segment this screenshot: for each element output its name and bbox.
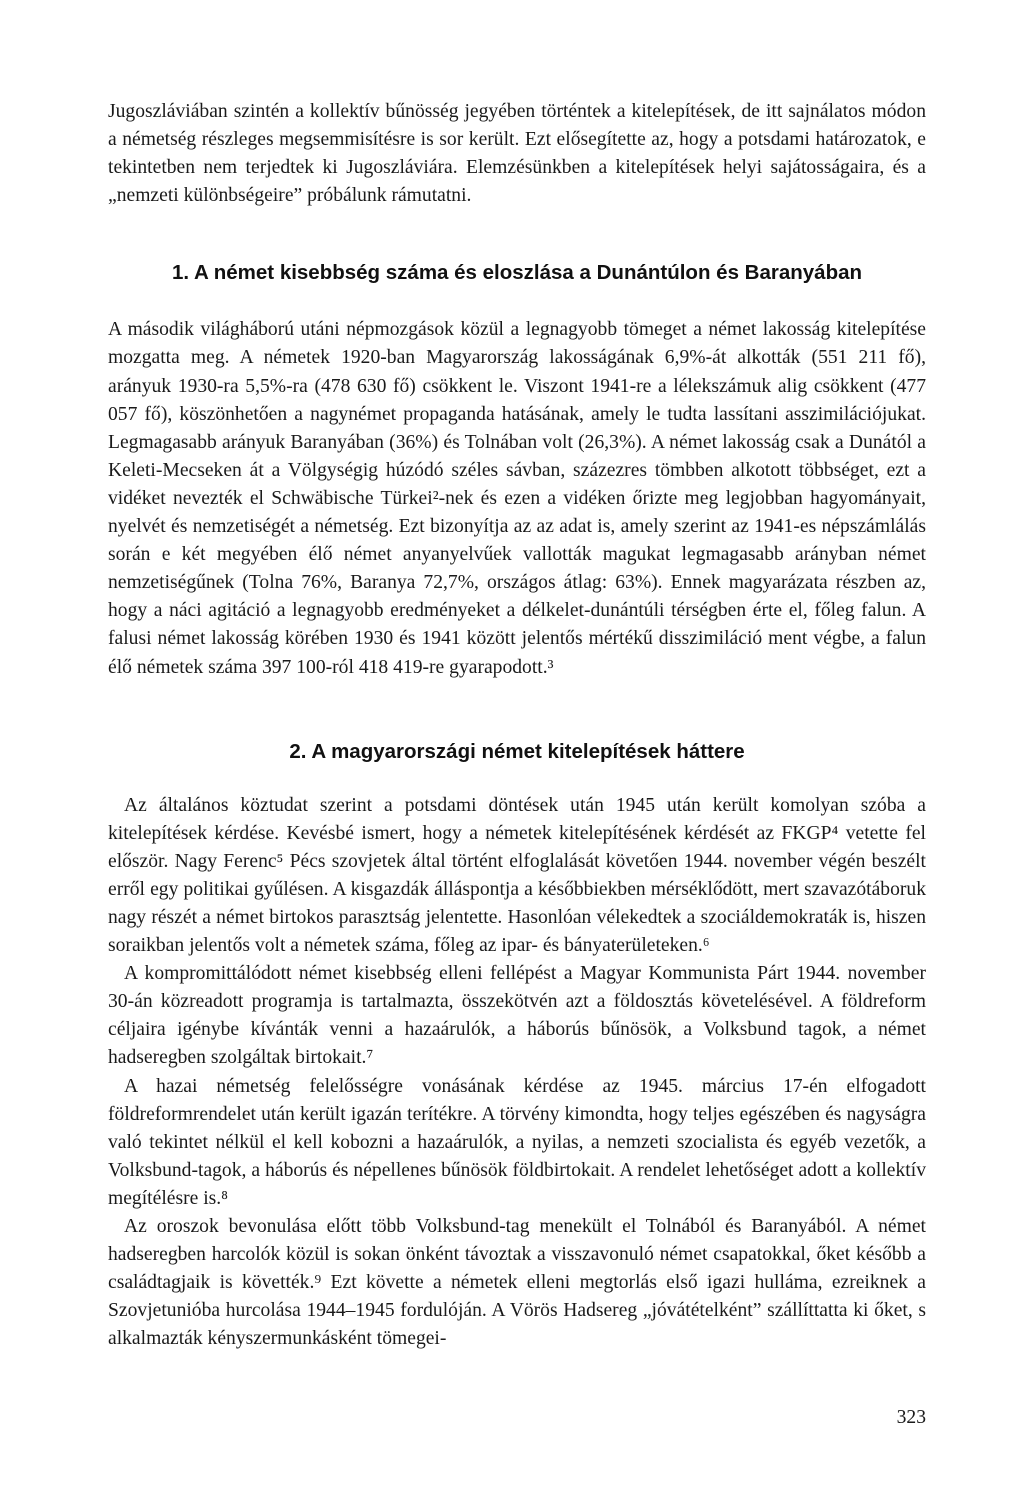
- page-number: 323: [896, 1407, 926, 1428]
- section-2-paragraph-4: Az oroszok bevonulása előtt több Volksbund-tag menekült el Tolnából és Baranyából. A német hadseregben harcolók közül is sokan önként távoztak a visszavonuló német csapatokkal, őket később a családtagjaik is követték.⁹ Ezt követte a németek elleni megtorlás első igazi hulláma, ezreiknek a Szovjetunióba hurcolása 1944–1945 fordulóján. A Vörös Hadsereg „jóvátételként” szállíttatta ki őket, s alkalmazták kényszermunkásként tömegei-: [108, 1216, 926, 1350]
- intro-paragraph: Jugoszláviában szintén a kollektív bűnösség jegyében történtek a kitelepítések, de itt sajnálatos módon a németség részleges megsemmisítésre is sor került. Ezt elősegítette az, hogy a potsdami határozatok, e tekintetben nem terjedtek ki Jugoszláviára. Elemzésünkben a kitelepítések helyi sajátosságaira, és a „nemzeti különbségeire” próbálunk rámutatni.: [108, 101, 926, 207]
- section-1-paragraph-1: A második világháború utáni népmozgások közül a legnagyobb tömeget a német lakosság kitelepítése mozgatta meg. A németek 1920-ban Magyarország lakosságának 6,9%-át alkották (551 211 fő), arányuk 1930-ra 5,5%-ra (478 630 fő) csökkent le. Viszont 1941-re a lélekszámuk alig csökkent (477 057 fő), köszönhetően a nagynémet propaganda hatásának, amely le tudta lassítani asszimilációjukat. Legmagasabb arányuk Baranyában (36%) és Tolnában volt (26,3%). A német lakosság csak a Dunától a Keleti-Mecseken át a Völgységig húzódó széles sávban, százezres tömbben alkotott többséget, ezt a vidéket nevezték el Schwäbische Türkei²-nek és ezen a vidéken őrizte meg legjobban hagyományait, nyelvét és nemzetiségét a németség. Ezt bizonyítja az az adat is, amely szerint az 1941-es népszámlálás során e két megyében élő német anyanyelvűek vallották magukat legmagasabb arányban német nemzetiségűnek (Tolna 76%, Baranya 72,7%, országos átlag: 63%). Ennek magyarázata részben az, hogy a náci agitáció a legnagyobb eredményeket a délkelet-dunántúli térségben érte el, főleg falun. A falusi német lakosság körében 1930 és 1941 között jelentős mértékű disszimiláció ment végbe, a falun élő németek száma 397 100-ról 418 419-re gyarapodott.³: [108, 319, 926, 678]
- section-2-paragraph-2: A kompromittálódott német kisebbség elleni fellépést a Magyar Kommunista Párt 1944. november 30-án közreadott programja is tartalmazta, összekötvén azt a földosztás követelésével. A földreform céljaira igénybe kívánták venni a hazaárulók, a háborús bűnösök, a Volksbund tagok, a német hadseregben szolgáltak birtokait.⁷: [108, 963, 926, 1069]
- page-body: [108, 98, 926, 1353]
- section-2-paragraph-1: Az általános köztudat szerint a potsdami döntések után 1945 után került komolyan szóba a kitelepítések kérdése. Kevésbé ismert, hogy a németek kitelepítésének kérdését az FKGP⁴ vetette fel először. Nagy Ferenc⁵ Pécs szovjetek által történt elfoglalását követően 1944. november végén beszélt erről egy politikai gyűlésen. A kisgazdák álláspontja a későbbiekben mérséklődött, mert szavazótáboruk nagy részét a német birtokos parasztság jelentette. Hasonlóan vélekedtek a szociáldemokraták is, hiszen soraikban jelentős volt a németek száma, főleg az ipar- és bányaterületeken.⁶: [108, 794, 926, 957]
- section-2-heading: 2. A magyarországi német kitelepítések háttere: [289, 739, 745, 763]
- section-1-heading: 1. A német kisebbség száma és eloszlása a Dunántúlon és Baranyában: [171, 261, 863, 285]
- section-2-paragraph-3: A hazai németség felelősségre vonásának kérdése az 1945. március 17-én elfogadott földreformrendelet után került igazán terítékre. A törvény kimondta, hogy teljes egészében és nagyságra való tekintet nélkül el kell kobozni a hazaárulók, a nyilas, a nemzeti szocialista és egyéb vezetők, a Volksbund-tagok, a háborús és népellenes bűnösök földbirtokait. A rendelet lehetőséget adott a kollektív megítélésre is.⁸: [108, 1075, 926, 1209]
